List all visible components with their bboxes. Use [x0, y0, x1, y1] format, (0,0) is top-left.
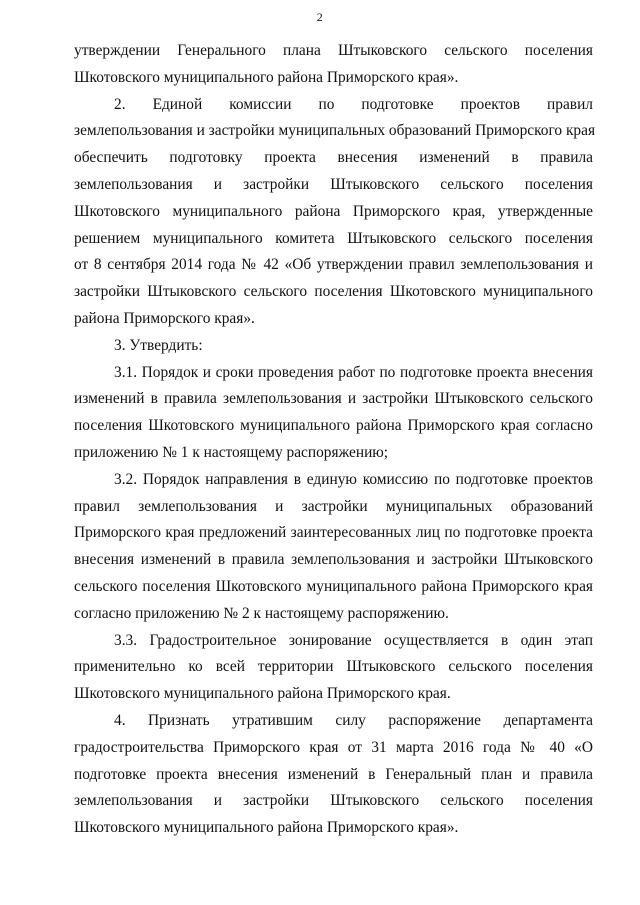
paragraph-item-3-3	[74, 628, 593, 708]
paragraph-item-3-2	[74, 467, 593, 628]
paragraph-continuation	[74, 38, 593, 92]
text-line: землепользования и застройки муниципальных образований Приморского края	[74, 122, 596, 140]
text-line: правил землепользования и застройки муниципальных образований	[74, 497, 593, 515]
text-line: землепользования и застройки Штыковского сельского поселения	[74, 792, 593, 810]
text-line: Шкотовского муниципального района Приморского края».	[74, 68, 459, 86]
text-line: 3.3. Градостроительное зонирование осуществляется в один этап	[114, 631, 593, 649]
text-line: подготовке проекта внесения изменений в Генеральный план и правила	[74, 765, 593, 783]
paragraph-item-4	[74, 708, 593, 842]
text-line: землепользования и застройки Штыковского сельского поселения	[74, 175, 593, 193]
text-line: 3. Утвердить:	[114, 336, 203, 354]
text-line: решением муниципального комитета Штыковского сельского поселения	[74, 229, 593, 247]
paragraph-item-3-1	[74, 360, 593, 467]
text-line: согласно приложению № 2 к настоящему распоряжению.	[74, 604, 449, 622]
text-line: 3.2. Порядок направления в единую комиссию по подготовке проектов	[114, 470, 593, 488]
text-line: внесения изменений в правила землепользования и застройки Штыковского	[74, 551, 593, 569]
text-line: обеспечить подготовку проекта внесения изменений в правила	[74, 149, 593, 167]
text-line: утверждении Генерального плана Штыковского сельского поселения	[74, 42, 593, 59]
paragraph-item-2	[74, 92, 596, 333]
text-line: района Приморского края».	[74, 309, 255, 327]
paragraph-item-3	[74, 333, 593, 360]
text-line: от 8 сентября 2014 года № 42 «Об утверждении правил землепользования и	[74, 256, 593, 274]
text-line: Приморского края предложений заинтересованных лиц по подготовке проекта	[74, 524, 593, 542]
text-line: Шкотовского муниципального района Приморского края».	[74, 819, 459, 837]
document-body	[74, 38, 596, 842]
text-line: сельского поселения Шкотовского муниципального района Приморского края	[74, 577, 593, 595]
text-line: применительно ко всей территории Штыковского сельского поселения	[74, 658, 593, 676]
text-line: 3.1. Порядок и сроки проведения работ по подготовке проекта внесения	[114, 363, 593, 381]
text-line: застройки Штыковского сельского поселения Шкотовского муниципального	[74, 283, 593, 301]
text-line: градостроительства Приморского края от 31 марта 2016 года № 40 «О	[74, 738, 593, 756]
page-number: 2	[316, 10, 324, 24]
text-line: изменений в правила землепользования и застройки Штыковского сельского	[74, 390, 593, 408]
text-line: 4. Признать утратившим силу распоряжение департамента	[114, 711, 593, 729]
text-line: поселения Шкотовского муниципального района Приморского края согласно	[74, 417, 593, 435]
text-line: Шкотовского муниципального района Приморского края, утвержденные	[74, 202, 593, 220]
text-line: Шкотовского муниципального района Приморского края.	[74, 685, 451, 703]
text-line: приложению № 1 к настоящему распоряжению;	[74, 443, 389, 461]
text-line: 2. Единой комиссии по подготовке проектов правил	[114, 95, 593, 113]
